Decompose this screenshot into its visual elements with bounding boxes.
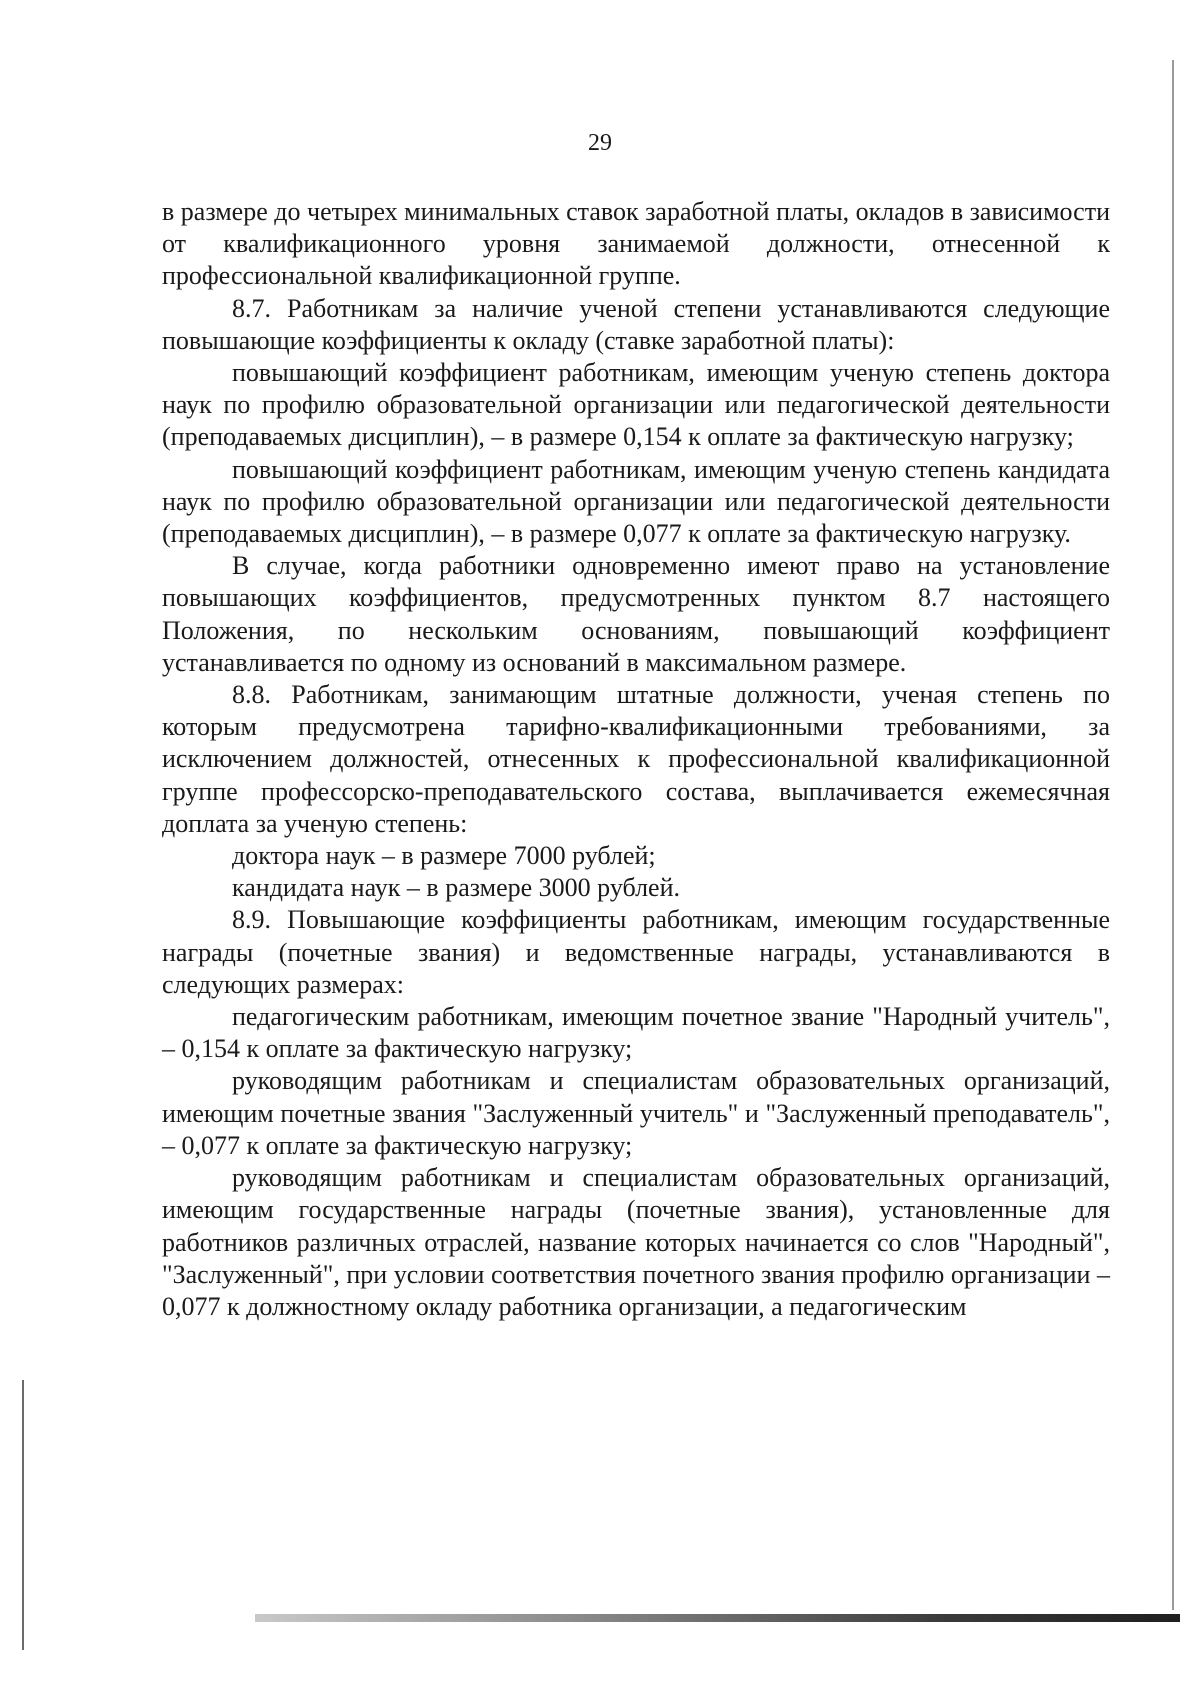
- scan-edge-right: [1172, 60, 1174, 1610]
- paragraph-multiple-grounds: В случае, когда работники одновременно имеют право на установление повышающих коэффициентов, предусмотренных пунктом 8.7 настоящего Положения, по нескольким основаниям, повышающий коэффициент устанавливается по одному из оснований в максимальном размере.: [162, 551, 1110, 677]
- paragraph-continuation: в размере до четырех минимальных ставок заработной платы, окладов в зависимости от квалификационного уровня занимаемой должности, отнесенной к профессиональной квалификационной группе.: [162, 197, 1110, 291]
- paragraph-candidate-coefficient: повышающий коэффициент работникам, имеющим ученую степень кандидата наук по профилю образовательной организации или педагогической деятельности (преподаваемых дисциплин), – в размере 0,077 к оплате за фактическую нагрузку.: [162, 454, 1110, 549]
- paragraph-8-8: 8.8. Работникам, занимающим штатные должности, ученая степень по которым предусмотрена тарифно-квалификационными требованиями, за исключением должностей, отнесенных к профессиональной квалификационной группе профессорско-преподавательского состава, выплачивается ежемесячная доплата за ученую степень:: [162, 680, 1110, 838]
- paragraph-people-teacher: педагогическим работникам, имеющим почетное звание "Народный учитель", – 0,154 к оплате за фактическую нагрузку;: [162, 1002, 1110, 1064]
- page-number: 29: [588, 130, 612, 156]
- scan-edge-left: [22, 1380, 24, 1650]
- paragraph-candidate-payment: кандидата наук – в размере 3000 рублей.: [232, 873, 680, 903]
- scan-bottom-bar: [255, 1614, 1180, 1622]
- document-body: [162, 196, 1110, 1323]
- paragraph-honored-teacher: руководящим работникам и специалистам образовательных организаций, имеющим почетные звания "Заслуженный учитель" и "Заслуженный преподаватель", – 0,077 к оплате за фактическую нагрузку;: [162, 1066, 1110, 1160]
- paragraph-8-9: 8.9. Повышающие коэффициенты работникам, имеющим государственные награды (почетные звания) и ведомственные награды, устанавливаются в следующих размерах:: [162, 905, 1110, 999]
- paragraph-doctor-coefficient: повышающий коэффициент работникам, имеющим ученую степень доктора наук по профилю образовательной организации или педагогической деятельности (преподаваемых дисциплин), – в размере 0,154 к оплате за фактическую нагрузку;: [162, 358, 1110, 452]
- paragraph-8-7: 8.7. Работникам за наличие ученой степени устанавливаются следующие повышающие коэффициенты к окладу (ставке заработной платы):: [162, 293, 1110, 355]
- paragraph-doctor-payment: доктора наук – в размере 7000 рублей;: [232, 841, 656, 871]
- paragraph-state-awards: руководящим работникам и специалистам образовательных организаций, имеющим государственные награды (почетные звания), установленные для работников различных отраслей, название которых начинается со слов "Народный", "Заслуженный", при условии соответствия почетного звания профилю организации – 0,077 к должностному окладу работника организации, а педагогическим: [162, 1163, 1110, 1321]
